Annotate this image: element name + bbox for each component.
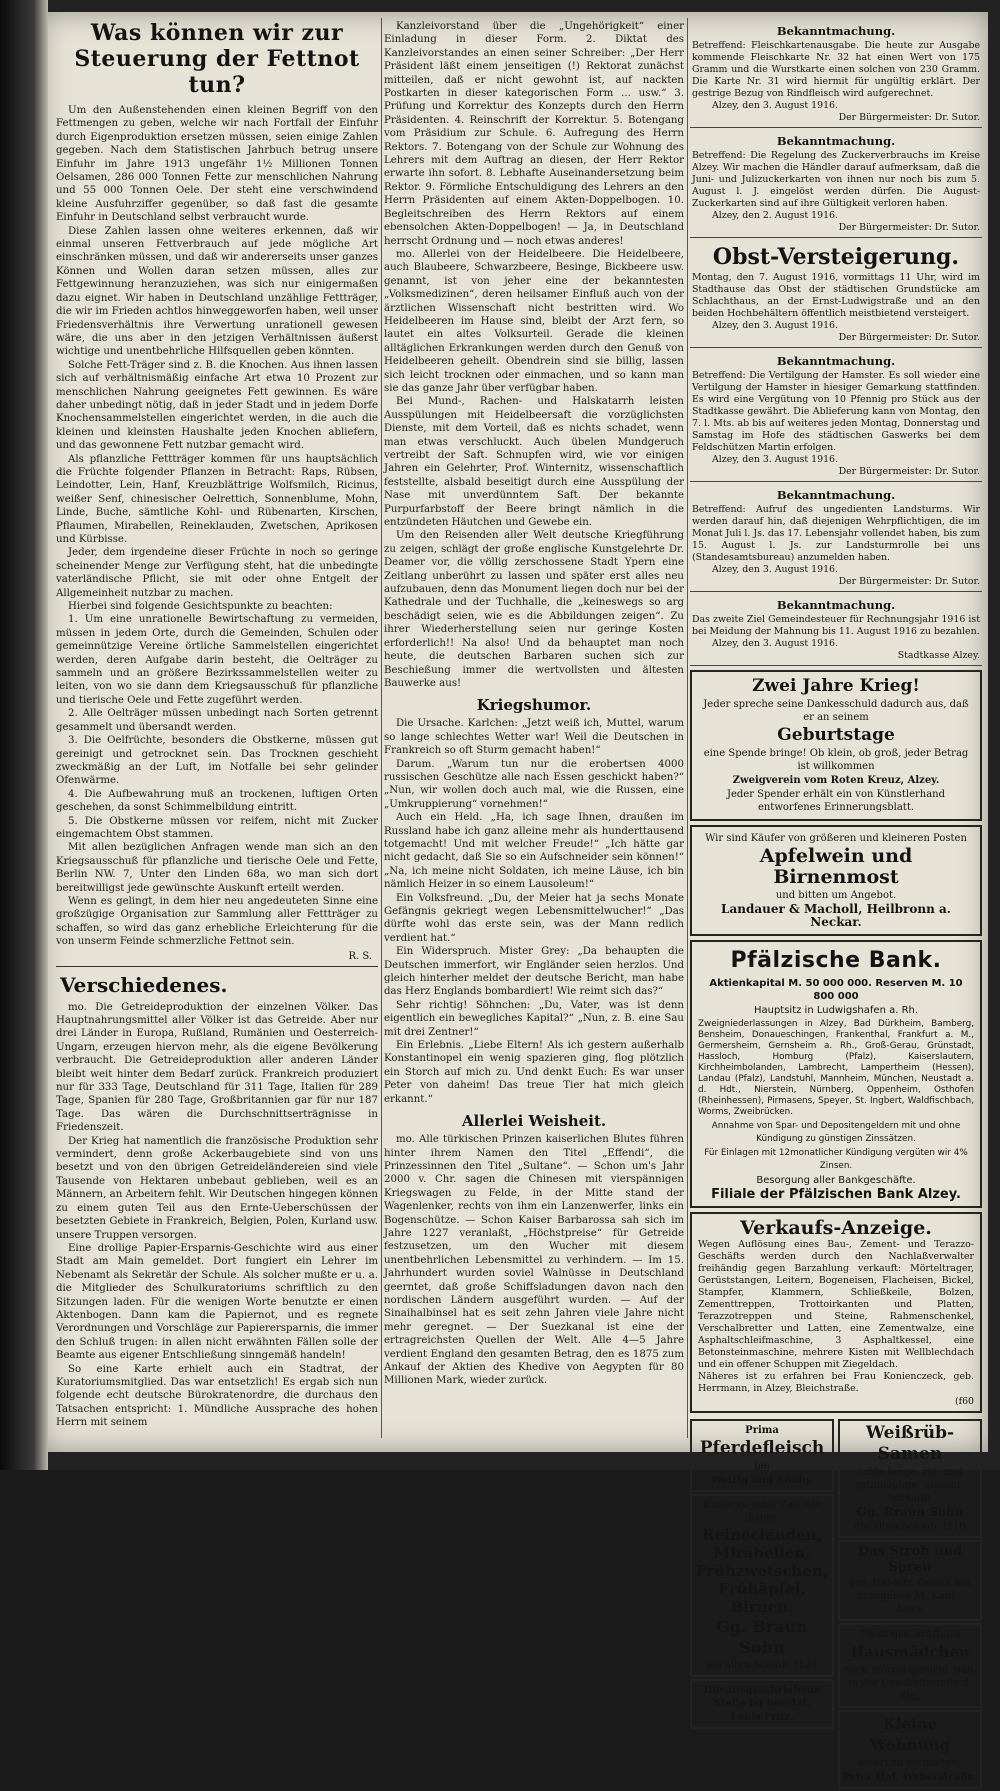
apartment-ad	[838, 1710, 982, 1789]
ad-text: Jeder spreche seine Dankesschuld dadurch aus, daß er an seinem	[703, 699, 969, 723]
ad-text: Jeder Spender erhält ein von Künstlerhand entworfenes Erinnerungsblatt.	[726, 789, 946, 813]
sale-ad	[690, 1212, 982, 1413]
meat-ad	[690, 1419, 834, 1492]
ad-firm: Landauer & Macholl, Heilbronn a. Neckar.	[721, 902, 951, 929]
column-right	[690, 20, 982, 1783]
ad-text: Wir sind Käufer von größeren und kleineren Posten	[705, 833, 967, 844]
paragraph: mo. Allerlei von der Heidelbeere. Die Heidelbeere, auch Blaubeere, Schwarzbeere, Besinge, Bickbeere usw. genannt, ist von jeher eine der bekanntesten „Volksmedizinen“, deren heilsamer Einfluß auch von der ärztlichen Wissenschaft nicht bestritten wird. Wo Heidelbeeren im Hause sind, bleibt der Arzt fern, so lautet ein altes Volksurteil. Gerade die kleinen alltäglichen Erkrankungen werden durch den Genuß von Heidelbeeren geheilt. Obendrein sind sie billig, lassen sich leicht trocknen oder einmachen, und so kann man sie das ganze Jahr über verfügbar haben.	[384, 248, 684, 394]
paragraph: Der Krieg hat namentlich die französische Produktion sehr vermindert, denn große Ackerbaugebiete sind von uns besetzt und von den übrigen Getreideländereien sind viele Tausende von Hektaren unbebaut geblieben, weil es an Männern, an Arbeitern fehlt. Wir Deutschen hingegen können zu einem guten Teil aus den Ernte-Ueberschüssen der besetzten Gebiete in Frankreich, Belgien, Polen, Kurland usw. unsere Truppen versorgen.	[56, 1135, 378, 1241]
book-binding-edge	[0, 0, 48, 1470]
ad-title: Zwei Jahre Krieg!	[752, 676, 920, 696]
small-ads-left	[690, 1417, 834, 1791]
notice-text: Betreffend: Fleischkartenausgabe. Die heute zur Ausgabe kommende Fleischkarte Nr. 32 hat einen Wert von 175 Gramm und die Wurstkarte einen solchen von 230 Gramm. Die Karte Nr. 31 wird hiermit für ungültig erklärt. Der gestrige Bezug von Rindfleisch wird aufgerechnet.	[692, 40, 980, 99]
notice-title: Bekanntmachung.	[776, 354, 896, 368]
section-title: Allerlei Weisheit.	[461, 1112, 607, 1131]
column-left	[56, 20, 378, 1440]
ad-address: am alten Schloß. (121	[706, 1660, 818, 1671]
paragraph: 2. Alle Oelträger müssen unbedingt nach Sorten getrennt gesammelt und übersandt werden.	[56, 708, 378, 733]
paragraph: Mit allen bezüglichen Anfragen wende man sich an den Kriegsausschuß für pflanzliche und tierische Oele und Fette, Berlin NW. 7, Unter den Linden 68a, wo man sich dort bereitwilligst jede gewünschte Auskunft erteilt werden.	[56, 842, 378, 894]
notice-text: Montag, den 7. August 1916, vormittags 11 Uhr, wird im Stadthause das Obst der städtischen Grundstücke am Schlachthaus, an der Ernst-Ludwigstraße und an den beiden Hochbehältern öffentlich meistbietend versteigert.	[692, 272, 980, 319]
paragraph: Ein Widerspruch. Mister Grey: „Da behaupten die Deutschen immerfort, wir Engländer seien herzlos. Und gleich hinterher meldet der deutsche Bericht, man habe das Herz Englands bombardiert! Wie reimt sich das?“	[384, 946, 684, 998]
paragraph: Um den Außenstehenden einen kleinen Begriff von den Fettmengen zu geben, welche wir nach Fortfall der Einfuhr durch Eigenproduktion ersetzen müssen, seien einige Zahlen gegeben. Nach dem Statistischen Jahrbuch betrug unsere Einfuhr im Jahre 1913 ungefähr 1½ Millionen Tonnen Oelsamen, 286 000 Tonnen Fette zur menschlichen Nahrung und 55 000 Tonnen Oele. Der steht eine verschwindend kleine Ausfuhrziffer gegenüber, so daß fast die gesamte Einfuhr in Deutschland selbst verbraucht wurde.	[56, 105, 378, 224]
ad-highlight: Weißrüb-Samen	[865, 1423, 955, 1464]
bank-rate: Für Einlagen mit 12monatlicher Kündigung vergüten wir 4% Zinsen.	[704, 1148, 968, 1171]
notice-date: Alzey, den 3. August 1916.	[712, 454, 839, 465]
straw-ad	[838, 1540, 982, 1621]
ad-item: Reineclauden,	[702, 1526, 822, 1544]
paragraph: 4. Die Aufbewahrung muß an trockenen, luftigen Orten geschehen, da sonst Schimmelbildung eintritt.	[56, 788, 378, 814]
notice-date: Alzey, den 3. August 1916.	[712, 100, 839, 111]
ad-name: Peter Haf, Weberstraße.	[842, 1772, 978, 1783]
ad-text: Wegen Auflösung eines Bau-, Zement- und Terazzo-Geschäfts werden durch den Nachlaßverwalter freihändig gegen Barzahlung verkauft: Mörteltrager, Gerüststangen, Leitern, Bogeneisen, Flacheisen, Bickel, Stampfer, Klammern, Schließkeile, Bolzen, Zementtreppen, Trottoirkanten und Platten, Terazzotreppen und Steine, Rahmenschenkel, Verschalbretter und Latten, eine Zementwalze, eine Asphaltschleifmaschine, 3 Asphaltkessel, eine Betonsteinmaschine, mehrere Kisten mit Wellblechdach und ein offener Schuppen mit Ziegeldach.	[698, 1239, 974, 1370]
ad-firm: Wettig und König.	[711, 1475, 813, 1486]
bank-capital: Aktienkapital M. 50 000 000. Reserven M. 10 800 000	[709, 978, 963, 1002]
notice-text: Betreffend: Die Vertilgung der Hamster. Es soll wieder eine Vertilgung der Hamster in hiesiger Gemarkung stattfinden. Es wird eine Vergütung von 10 Pfennig pro Stück aus der Stadtkasse gewährt. Die Ablieferung kann von Montag, den 7. l. Mts. ab bis auf weiteres jeden Montag, Donnerstag und Samstag im Hofe des städtischen Gaswerks bei dem Feldschützen Martin erfolgen.	[692, 370, 980, 453]
divider	[56, 966, 378, 967]
notice-date: Alzey, den 3. August 1916.	[712, 564, 839, 575]
ad-item: Frühäpfel,	[718, 1580, 806, 1598]
official-notice	[690, 130, 982, 238]
ad-text: sofort zu vermieten.	[858, 1758, 962, 1769]
ad-text: nach Worms gesucht Näh. in der Geschäftsstelle d. Ztg.	[843, 1665, 977, 1702]
official-notice	[690, 20, 982, 128]
paragraph: Auch ein Held. „Ha, ich sage Ihnen, draußen im Russland habe ich ganz alleine mehr als hunderttausend totgemacht! Und mit welcher Freude!“ „Ich hätte gar nicht gedacht, daß Sie so ein Aufschneider sein können!“ „Na, ich meine nicht Soldaten, ich meine Läuse, ich bin nämlich Heizer in so einem Lausoleum!“	[384, 812, 684, 891]
ad-firm: Gg. Braun Sohn	[856, 1505, 964, 1519]
official-notice	[690, 350, 982, 482]
ad-highlight: Apfelwein und Birnenmost	[759, 845, 913, 888]
notice-signature: Der Bürgermeister: Dr. Sutor.	[838, 466, 980, 477]
position-filled-ad	[690, 1679, 834, 1729]
paragraph: Sehr richtig! Söhnchen: „Du, Vater, was ist denn eigentlich ein bewegliches Kapital?“ „Nun, z. B. eine Sau mit drei Zentner!“	[384, 999, 684, 1038]
paragraph: mo. Alle türkischen Prinzen kaiserlichen Blutes führen hinter ihrem Namen den Titel „Effendi“, die Prinzessinnen den Titel „Sultane“. — Schon um's Jahr 2000 v. Chr. sagen die Chinesen mit vierspännigen Kriegswagen zu Felde, in der Mitte stand der Wagenlenker, rechts von ihm ein Lanzenwerfer, links ein Bogenschütze. — Schon Kaiser Barbarossa sah sich im Jahre 1227 veranlaßt, „Höchstpreise“ für Getreide festzusetzen, um den Wucher mit diesem unentbehrlichen Lebensmittel zu verhindern. — Im 15. Jahrhundert wurden soviel Walnüsse in Deutschland geerntet, daß große Schiffsladungen davon nach den nordischen Ländern ausgeführt wurden. — Auf der Sinaihalbinsel hat es seit zehn Jahren viele Jahre nicht mehr geregnet. — Der Suezkanal ist eine der ertragreichsten Quellen der Welt. Alle 4—5 Jahre verdient England den gesamten Betrag, den es 1875 zum Ankauf der Aktien des Khedive von Aegypten für 80 Millionen Mark, wieder zurück.	[384, 1134, 684, 1387]
paragraph: mo. Die Getreideproduktion der einzelnen Völker. Das Hauptnahrungsmittel aller Völker ist das Getreide. Aber nur drei Länder in Europa, Rußland, Rumänien und Oesterreich-Ungarn, erzeugen hiervon mehr, als die eigene Bevölkerung verbraucht. Die Getreideproduktion aller anderen Länder bleibt weit hinter dem Bedarf zurück. Frankreich produziert nur für 333 Tage, Deutschland für 311 Tage, Italien für 289 Tage, Spanien für 280 Tage, Großbritannien gar für nur 187 Tage. Das wären die Durchschnittserträgnisse in Friedenszeit.	[56, 1001, 378, 1134]
column-middle	[384, 20, 684, 1440]
ad-address: am alten Schloß. (116	[854, 1521, 966, 1532]
ad-organization: Zweigverein vom Roten Kreuz, Alzey.	[732, 775, 940, 786]
paragraph: Solche Fett-Träger sind z. B. die Knochen. Aus ihnen lassen sich auf verhältnismäßig einfache Art etwa 10 Prozent zur menschlichen Nahrung geeignetes Fett gewinnen. Es wäre daher unbedingt nötig, daß in jeder Stadt und in jedem Dorfe Knochensammelstellen eingerichtet werden, in die auch die kleinen und kleinsten Haushalte jeden Knochen abliefern, und das gewonnene Fett nutzbar gemacht wird.	[56, 359, 378, 452]
ad-highlight: Das Stroh und Spreu	[857, 1544, 963, 1575]
ad-highlight: Kleine Wohnung	[870, 1715, 950, 1754]
ad-highlight: Geburtstage	[777, 725, 895, 745]
official-notice	[690, 484, 982, 592]
notice-date: Alzey, den 2. August 1916.	[712, 210, 839, 221]
notice-text: Das zweite Ziel Gemeindesteuer für Rechnungsjahr 1916 ist bei Meidung der Mahnung bis 11. August 1916 zu bezahlen.	[692, 614, 980, 637]
notice-text: Betreffend: Die Regelung des Zuckerverbrauchs im Kreise Alzey. Wir machen die Händler darauf aufmerksam, daß die Juni- und Julizuckerkarten von ihnen nur noch bis zum 5. August l. J. eingelöst werden dürfen. Die August-Zuckerkarten sind auf ihre Gültigkeit verloren haben.	[692, 150, 980, 209]
fruit-ad	[690, 1494, 834, 1677]
notice-date: Alzey, den 3. August 1916.	[712, 638, 839, 649]
paragraph: Eine drollige Papier-Ersparnis-Geschichte wird aus einer Stadt am Main gemeldet. Dort fungiert ein Lehrer im Nebenamt als Sekretär der Schule. Als solcher mußte er u. a. die Mitglieder des Schulkuratoriums schriftlich zu den Sitzungen laden. Für die wenigen Worte benutzte er einen Aktenbogen. Dann kam die Papiernot, und es regnete Verordnungen und Vorschläge zur Papierersparnis, die immer den Schluß trugen: in allen nicht erwähnten Fällen solle der Beamte aus eigener Entschließung sinngemäß handeln!	[56, 1242, 378, 1362]
ad-contact: Näheres ist zu erfahren bei Frau Konienczeck, geb. Herrmann, in Alzey, Bleichstraße.	[698, 1371, 974, 1394]
notice-signature: Der Bürgermeister: Dr. Sutor.	[838, 222, 980, 233]
paragraph: Kanzleivorstand über die „Ungehörigkeit“ einer Einladung in dieser Form. 2. Diktat des Kanzleivorstandes an einen seiner Schreiber: „Der Herr Präsident läßt einem jenseitigen (!) Rektorat zunächst mitteilen, daß er nicht gewohnt ist, auf nackten Postkarten in dieser kategorischen Form ... usw.“ 3. Prüfung und Korrektur des Konzepts durch den Herrn Präsidenten. 4. Reinschrift der Korrektur. 5. Botengang vom Präsidium zur Schule. 6. Aufregung des Herrn Rektors. 7. Botengang von der Schule zur Wohnung des Lehrers mit dem Auftrag an diesen, der Herr Rektor erwarte ihn sofort. 8. Lebhafte Auseinandersetzung beim Rektor. 9. Förmliche Entschuldigung des Lehrers an den Herrn Präsidenten auf einem Akten-Doppelbogen. 10. Begleitschreiben des Herrn Rektors auf einem ebensolchen Akten-Doppelbogen! — Ja, in Deutschland herrscht Ordnung und — noch etwas anderes!	[384, 21, 684, 247]
paragraph: Darum. „Warum tun nur die erobertsen 4000 russischen Geschütze alle nach Essen geschickt haben?“ „Nun, wir wollen doch auch mal, wie die Russen, eine „Umkruppierung“ vornehmen!“	[384, 758, 684, 810]
paragraph: Hierbei sind folgende Gesichtspunkte zu beachten:	[68, 601, 333, 613]
paragraph: Jeder, dem irgendeine dieser Früchte in noch so geringe scheinender Menge zur Verfügung steht, hat die unbedingte vaterländische Pflicht, sie mit oder ohne Entgelt der Allgemeinheit nutzbar zu machen.	[56, 547, 378, 599]
notice-title: Bekanntmachung.	[776, 24, 896, 38]
article-signature: R. S.	[348, 950, 372, 962]
official-notice	[690, 594, 982, 666]
ad-reference: (f60	[954, 1396, 974, 1407]
small-ads-right	[838, 1417, 982, 1791]
notice-signature: Stadtkasse Alzey.	[897, 650, 980, 661]
ad-text: bei	[754, 1461, 770, 1472]
paragraph: Bei Mund-, Rachen- und Halskatarrh leisten Ausspülungen mit Heidelbeersaft die vorzüglichsten Dienste, mit dem Vorteil, daß es nichts schadet, wenn man etwas verschluckt. Auch übelen Mundgeruch vertreibt der Saft. Schnupfen wird, wie vor einigen Jahren ein Gelehrter, Prof. Winternitz, wissenschaftlich feststellte, alsbald beseitigt durch eine Ausspülung der Nase mit unverdünntem Saft. Der bekannte Purpurfarbstoff der Beere bringt nämlich in die entzündeten Häutchen und Gewebe ein.	[384, 396, 684, 529]
paragraph: Wenn es gelingt, in dem hier neu angedeuteten Sinne eine großzügige Organisation zur Sammlung aller Fettträger zu schaffen, so wird das ganz erhebliche Erleichterung für die von unserm Feinde schmerzliche Fettnot sein.	[56, 895, 378, 948]
notice-signature: Der Bürgermeister: Dr. Sutor.	[838, 576, 980, 587]
notice-text: Betreffend: Aufruf des ungedienten Landsturms. Wir werden darauf hin, daß diejenigen Wehrpflichtigen, die im Monat Juli l. Js. das 17. Lebensjahr vollendet haben, bis zum 15. August l. Js. zur Landsturmrolle bei uns (Standesamtsbureau) anzumelden haben.	[692, 504, 980, 563]
ad-text: Prima	[745, 1425, 779, 1436]
ad-item: Birnen.	[730, 1598, 794, 1616]
ad-firm: Gg. Braun Sohn	[716, 1617, 808, 1657]
ad-text: von 400 Mtr. Gerste hat abzugeben M. Kautz, Alzey.	[849, 1578, 971, 1615]
ad-text: echte lange, rot- und grünköpfige, gesiebt, verkauft	[855, 1467, 965, 1504]
column-rule	[381, 18, 382, 1438]
paragraph: 1. Um eine unrationelle Bewirtschaftung zu vermeiden, müssen in jedem Orte, durch die Gemeinden, Schulen oder gemeinnützige Vereine örtliche Sammelstellen eingerichtet werden, deren Aufgabe darin besteht, die Oelträger zu sammeln und an größere Bezirkssammelstellen weiter zu leiten, von wo sie dann dem Kriegsausschuß für pflanzliche und tierische Oele und Fette zugeführt werden.	[56, 614, 378, 706]
seed-ad	[838, 1419, 982, 1538]
notice-signature: Der Bürgermeister: Dr. Sutor.	[838, 332, 980, 343]
auction-title: Obst-Versteigerung.	[712, 244, 960, 270]
ad-item: Mirabellen,	[713, 1544, 811, 1562]
paragraph: Diese Zahlen lassen ohne weiteres erkennen, daß wir einmal unseren Fettverbrauch auf jede mögliche Art einschränken müssen, und daß wir andererseits unser ganzes Können und Wollen daran setzen müssen, alles zur Fettgewinnung heranzuziehen, was sich nur einigermaßen dazu eignet. Wir haben in Deutschland unzählige Fettträger, die wir im Frieden achtlos hinweggeworfen haben, weil unser Friedensverhältnis ihre Verwertung unrationell gewesen wäre, die uns aber in den jetzigen Verhältnissen äußerst wichtige und unentbehrliche Hilfsquellen geben könnten.	[56, 225, 378, 358]
paragraph: Ein Volksfreund. „Du, der Meier hat ja sechs Monate Gefängnis gekriegt wegen Lebensmittelwucher!“ „Das dürfte wohl das erste sein, was der Mann redlich verdient hat.“	[384, 892, 684, 944]
paragraph: 3. Die Oelfrüchte, besonders die Obstkerne, müssen gut gereinigt und getrocknet sein. Das Trocknen geschieht zweckmäßig an der Luft, im Notfalle bei sehr gelinder Ofenwärme.	[56, 735, 378, 787]
paragraph: So eine Karte erhielt auch ein Stadtrat, der Kuratoriumsmitglied. Das war entsetzlich! Es ergab sich nun folgende echt deutsche Bürokratenordre, die durchaus den Tatsachen entspricht: 1. Mündliche Aussprache des hohen Herrn mit seinem	[56, 1363, 378, 1429]
auction-notice	[690, 240, 982, 348]
notice-signature: Der Bürgermeister: Dr. Sutor.	[838, 112, 980, 123]
bank-deposit: Annahme von Spar- und Depositengeldern mit und ohne Kündigung zu günstigen Zinssätzen.	[711, 1121, 961, 1144]
ad-highlight: Hausmädchen	[850, 1643, 970, 1661]
bank-seat: Hauptsitz in Ludwigshafen a. Rh.	[753, 1005, 919, 1016]
ad-text: Tüchtiges, kräftiges	[859, 1629, 961, 1640]
bank-ad	[690, 940, 982, 1208]
ad-text: Kaufe zu jeder Zeit der Ernte	[703, 1500, 821, 1524]
maid-wanted-ad	[838, 1623, 982, 1708]
cider-ad	[690, 825, 982, 936]
bank-branches: Zweigniederlassungen in Alzey, Bad Dürkheim, Bamberg, Bensheim, Donaueschingen, Frankenthal, Frankfurt a. M., Germersheim, Gernsheim a. Rh., Groß-Gerau, Grünstadt, Hassloch, Homburg (Pfalz), Kaiserslautern, Kirchheimbolanden, Lambrecht, Lampertheim (Hessen), Landau (Pfalz), Landstuhl, Mannheim, München, Neustadt a. d. Hdt., Nierstein, Nürnberg, Oppenheim, Osthofen (Rheinhessen), Pirmasens, Speyer, St. Ingbert, Waldfischbach, Worms, Zweibrücken.	[698, 1019, 974, 1117]
notice-title: Bekanntmachung.	[776, 598, 896, 612]
ad-text: und bitten um Angebot.	[775, 890, 897, 901]
ad-title: Verkaufs-Anzeige.	[740, 1217, 932, 1239]
notice-title: Bekanntmachung.	[776, 134, 896, 148]
ad-text: eine Spende bringe! Ob klein, ob groß, jeder Betrag ist willkommen	[703, 748, 969, 772]
ad-name: Louis Fritz.	[730, 1712, 794, 1723]
paragraph: Als pflanzliche Fettträger kommen für uns hauptsächlich die Früchte folgender Pflanzen in Betracht: Raps, Rübsen, Leindotter, Lein, Hanf, Kreuzblättrige Wolfsmilch, Ricinus, weißer Senf, chinesischer Oelrettich, Sonnenblume, Mohn, Linde, Buche, sämtliche Kohl- und Rübenarten, Kirschen, Pflaumen, Mirabellen, Reineklauden, Zwetschen, Aprikosen und Kürbisse.	[56, 453, 378, 545]
paragraph: Um den Reisenden aller Welt deutsche Kriegführung zu zeigen, schlägt der große englische Kunstgelehrte Dr. Deamer vor, die völlig zerschossene Stadt Ypern eine Zeitlang unberührt zu lassen und später erst alles neu aufzubauen, denn das Monument liegen doch nur bei der Kathedrale und der Tuchhalle, die „keineswegs so arg beschädigt seien, wie es die Abbildungen zeigen“. Zu ihrer Wiederherstellung seien nur geringe Kosten erforderlich!! Na also! Und da behauptet man noch heute, die deutschen Barbaren suchen sich zur Beschießung immer die wertvollsten und ältesten Bauwerke aus!	[384, 530, 684, 689]
bank-footer: Filiale der Pfälzischen Bank Alzey.	[711, 1187, 961, 1202]
paragraph: Die Ursache. Karlchen: „Jetzt weiß ich, Muttel, warum so lange schlechtes Wetter war! Weil die Deutschen in Frankreich so oft Sturm gemacht haben!“	[384, 718, 684, 757]
paragraph: Ein Erlebnis. „Liebe Eltern! Als ich gestern außerhalb Konstantinopel ein wenig spazieren ging, flog plötzlich ein Storch auf mich zu. Und denkt Euch: Es war unser Peter von daheim! Das treue Tier hat mich gleich erkannt.“	[384, 1040, 684, 1105]
notice-title: Bekanntmachung.	[776, 488, 896, 502]
ad-title: Pfälzische Bank.	[730, 948, 942, 973]
ad-text: Die ausgeschriebene Stelle ist besetzt.	[703, 1685, 821, 1709]
column-rule	[687, 18, 688, 1438]
small-ads-row	[690, 1417, 982, 1791]
notice-date: Alzey, den 3. August 1916.	[712, 320, 839, 331]
ad-highlight: Pferdefleisch	[699, 1438, 825, 1458]
section-title: Verschiedenes.	[60, 972, 228, 997]
ad-item: Frühzwetschen,	[695, 1562, 829, 1580]
section-title: Kriegshumor.	[476, 696, 592, 715]
red-cross-ad	[690, 670, 982, 821]
bank-service: Besorgung aller Bankgeschäfte.	[756, 1175, 916, 1186]
paragraph: 5. Die Obstkerne müssen vor reifem, nicht mit Zucker eingemachtem Obst stammen.	[56, 815, 378, 840]
article-headline: Was können wir zur Steuerung der Fettnot tun?	[74, 20, 360, 98]
